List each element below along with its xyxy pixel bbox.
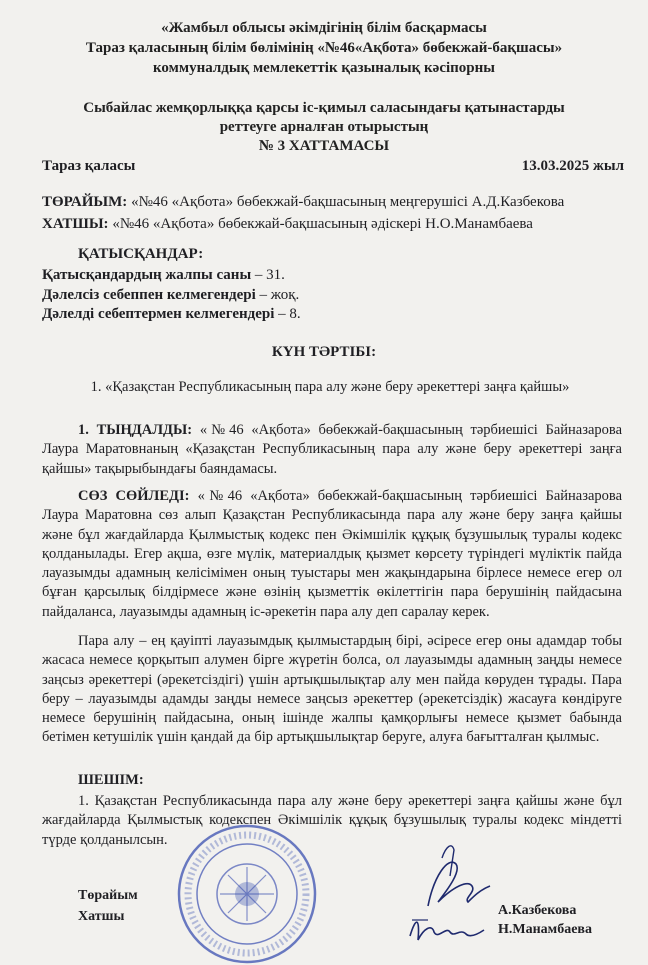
header-line-1: «Жамбыл облысы әкімдігінің білім басқармасы [161, 20, 487, 36]
participants-title: ҚАТЫСҚАНДАР: [78, 246, 204, 262]
protocol-number: № 3 ХАТТАМАСЫ [258, 138, 390, 154]
unexcused-label: Дәлелсіз себеппен келмегендері [42, 286, 256, 303]
subject-line-1: Сыбайлас жемқорлыққа қарсы іс-қимыл саласындағы қатынастарды [83, 100, 565, 116]
subject-line-2: реттеуге арналған отырыстың [219, 119, 429, 135]
agenda-title: КҮН ТӘРТІБІ: [271, 344, 377, 360]
participants-list [42, 266, 301, 325]
header-line-2: Тараз қаласының білім бөлімінің «№46«Ақбота» бөбекжай-бақшасы» [85, 40, 563, 56]
participants-excused [42, 305, 301, 325]
participants-unexcused [42, 286, 301, 306]
place: Тараз қаласы [42, 158, 136, 174]
spoke-label: СӨЗ СӨЙЛЕДІ: [78, 488, 190, 504]
decision-text: 1. Қазақстан Республикасында пара алу және беру әрекеттері заңға қайшы және бұл жағдайларда Қылмыстық кодекспен Әкімшілік құқық бұзушылық туралы кодекс міндетті түрде қолданылсын. [42, 793, 622, 848]
participants-total [42, 266, 301, 286]
place-date-row [42, 158, 624, 175]
spoke-paragraph [42, 487, 622, 622]
document-date: 13.03.2025 жыл [521, 158, 624, 174]
secretary-label: ХАТШЫ: [42, 216, 109, 232]
chair-role: Төрайым [78, 888, 138, 903]
document-subject [40, 99, 608, 156]
unexcused-value: – жоқ. [255, 286, 300, 303]
chair-text: «№46 «Ақбота» бөбекжай-бақшасының меңгерушісі А.Д.Казбекова [127, 194, 565, 210]
agenda-item-1: 1. «Қазақстан Республикасының пара алу және беру әрекеттері заңға қайшы» [90, 379, 570, 395]
header-line-3: коммуналдық мемлекеттік қазыналық кәсіпорны [152, 60, 495, 76]
chair-secretary-block [42, 191, 632, 235]
handwritten-signatures [398, 836, 498, 950]
secretary-role: Хатшы [78, 909, 125, 924]
chair-line [42, 191, 632, 213]
excused-label: Дәлелді себептермен келмегендері [42, 306, 275, 322]
signature-names [498, 901, 592, 939]
secretary-line [42, 213, 632, 235]
chair-name: А.Казбекова [498, 903, 577, 918]
spoke-text: «№46 «Ақбота» бөбекжай-бақшасының тәрбиешісі Байназарова Лаура Маратовна сөз алып Қазақстан Республикасында пара алу және беру заңға қайшы және бұл жағдайларда Қылмыстық кодекс пен Әкімшілік құқық бұзушылық туралы кодекс қолданылады. Егер ақша, өзге мүлік, материалдық қызмет көрсету түріндегі мүліктік пайда лауазымды адамның келісімімен оның туыстары мен жақындарына бірлесе немесе егер ол бұған қарсылық білдірмесе және өзінің қызметтік өкілеттігін пара берушінің пайдасына пайдаланса, лауазымды адамның іс-әрекетін пара алу деп саралау керек. [42, 488, 623, 620]
heard-paragraph [42, 421, 622, 479]
secretary-name: Н.Манамбаева [498, 922, 592, 937]
excused-value: – 8. [274, 306, 301, 322]
heard-text: «№46 «Ақбота» бөбекжай-бақшасының тәрбиешісі Байназарова Лаура Маратовнаның «Қазақстан Республикасының пара алу және беру әрекеттері заңға қайшы» тақырыбындағы баяндамасы. [42, 422, 623, 477]
decision-title: ШЕШІМ: [78, 772, 144, 788]
signature-roles [78, 885, 138, 927]
spoke-paragraph-2: Пара алу – ең қауіпті лауазымдық қылмыстардың бірі, әсіресе егер оны адамдар тобы жасаса немесе қорқытып алумен бірге жүретін болса, ол лауазымды адамның заңды немесе заңсыз әрекеттері (әрекетсіздігі) үшін артықшылықтар алу мен пайда көруден тұрады. Пара беру – лауазымды адамды заңды немесе заңсыз әрекеттер (әрекетсіздік) жасауға көндіруге немесе берушінің пайдасына, оның ішінде жалпы қамқорлығы немесе қызмет бабында бетімен кетушілік үшін қандай да бір артықшылықтар беруге, алуға бағытталған қылмыс. [42, 633, 622, 746]
official-seal [176, 823, 318, 965]
heard-label: 1. ТЫҢДАЛДЫ: [78, 422, 193, 438]
participants-total-value: – 31. [251, 267, 285, 283]
organization-header [40, 18, 608, 78]
secretary-text: «№46 «Ақбота» бөбекжай-бақшасының әдіскері Н.О.Манамбаева [108, 216, 533, 232]
chair-label: ТӨРАЙЫМ: [42, 194, 128, 210]
participants-total-label: Қатысқандардың жалпы саны [42, 267, 252, 283]
